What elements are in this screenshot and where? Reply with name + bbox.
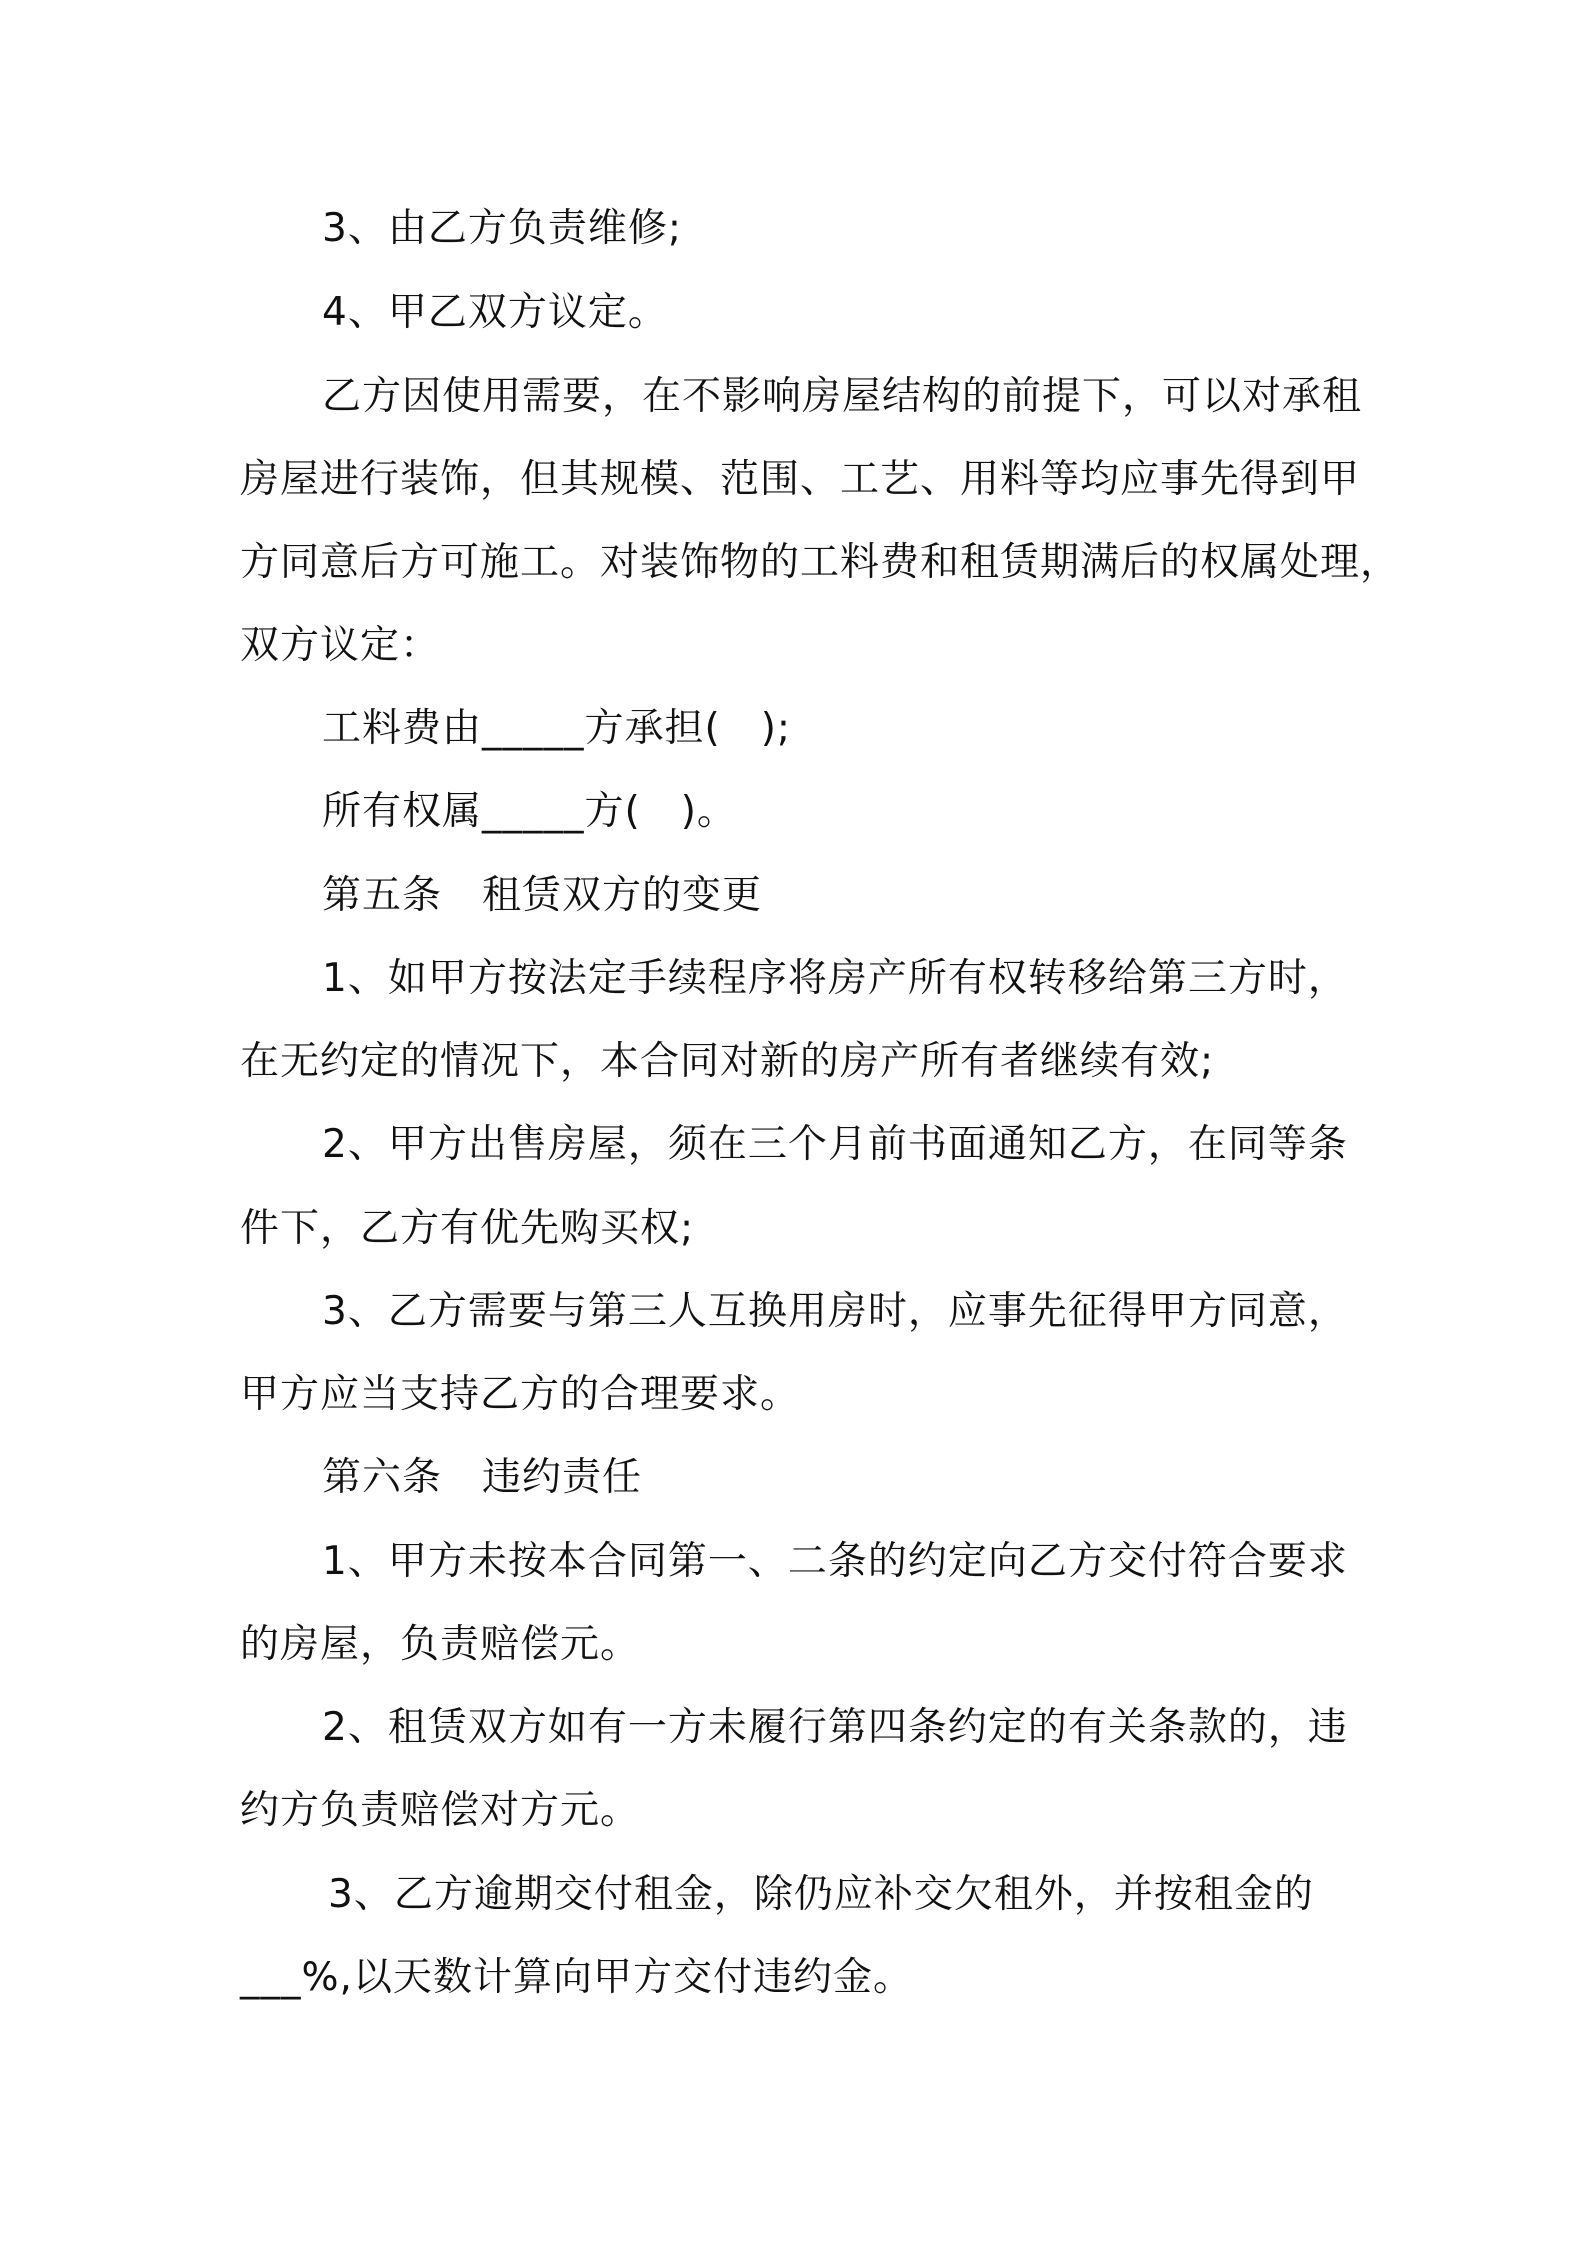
paragraph-line: 房屋进行装饰，但其规模、范围、工艺、用料等均应事先得到甲 [240, 457, 1361, 502]
clause-line: 3、乙方需要与第三人互换用房时，应事先征得甲方同意， [322, 1289, 1348, 1334]
clause-line: 的房屋，负责赔偿元。 [240, 1622, 641, 1667]
article-heading: 第六条 违约责任 [322, 1455, 643, 1500]
clause-line: 4、甲乙双方议定。 [322, 290, 668, 335]
clause-line: 2、租赁双方如有一方未履行第四条约定的有关条款的，违 [322, 1705, 1348, 1750]
paragraph-line: 方同意后方可施工。对装饰物的工料费和租赁期满后的权属处理， [240, 540, 1401, 585]
paragraph-line: 乙方因使用需要，在不影响房屋结构的前提下，可以对承租 [322, 374, 1363, 419]
fill-in-line: 工料费由_____方承担( ); [322, 706, 792, 751]
clause-line: 甲方应当支持乙方的合理要求。 [240, 1372, 801, 1417]
clause-line: 1、甲方未按本合同第一、二条的约定向乙方交付符合要求 [322, 1539, 1348, 1584]
clause-line: 3、由乙方负责维修; [322, 206, 682, 251]
article-heading: 第五条 租赁双方的变更 [322, 873, 763, 918]
fill-in-line: 所有权属_____方( )。 [322, 789, 737, 834]
clause-line: 3、乙方逾期交付租金，除仍应补交欠租外，并按租金的 [328, 1872, 1314, 1917]
clause-line: 约方负责赔偿对方元。 [240, 1788, 641, 1833]
clause-line: 件下，乙方有优先购买权; [240, 1206, 695, 1251]
paragraph-line: 双方议定： [240, 623, 441, 668]
clause-line: 2、甲方出售房屋，须在三个月前书面通知乙方，在同等条 [322, 1122, 1348, 1167]
clause-line: 在无约定的情况下，本合同对新的房产所有者继续有效; [240, 1039, 1215, 1084]
clause-line: ___%,以天数计算向甲方交付违约金。 [240, 1955, 913, 2000]
clause-line: 1、如甲方按法定手续程序将房产所有权转移给第三方时， [322, 956, 1348, 1001]
